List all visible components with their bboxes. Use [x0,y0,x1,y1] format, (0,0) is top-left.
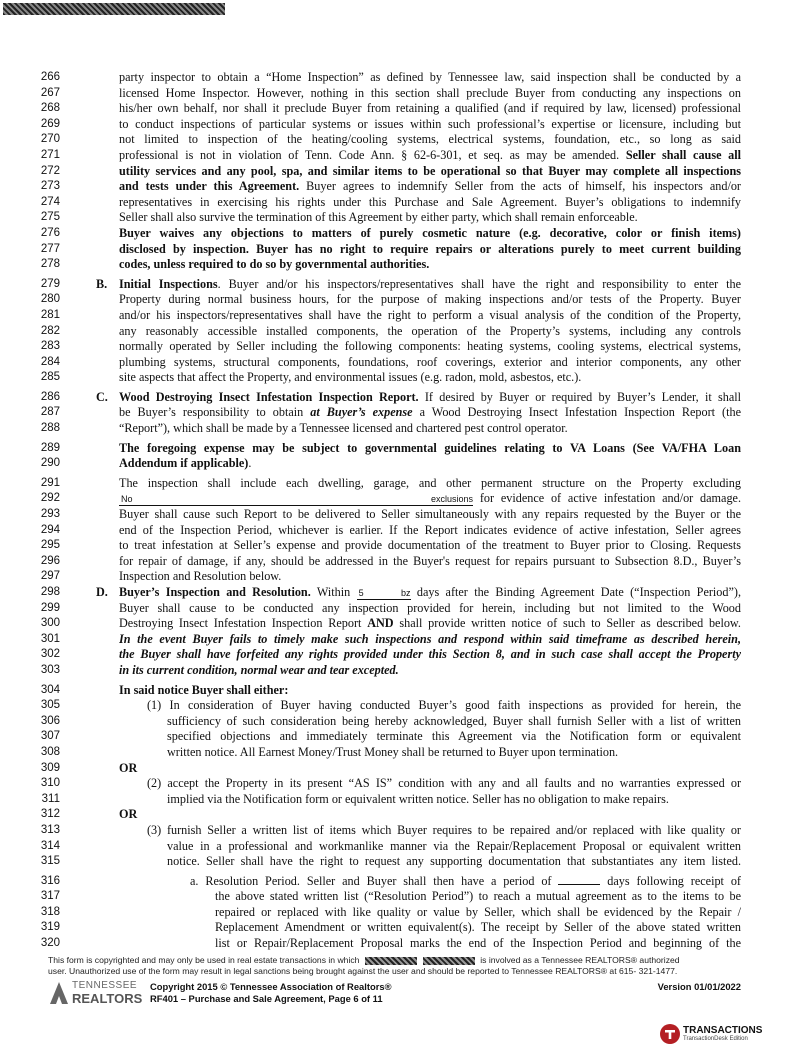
text-run: be Buyer’s responsibility to obtain [119,405,311,420]
line-number: 302 [40,648,60,661]
text-run: end of the Inspection Period, whichever is earlier. If the Report indicates evidence of active infestation, Seller agrees [119,522,741,537]
line-number: 279 [40,277,60,290]
line-number: 304 [40,683,60,696]
line-number: 280 [40,293,60,306]
document-line [0,441,811,457]
line-text [119,456,741,472]
line-text [119,117,741,133]
document-line [0,823,811,839]
line-number: 299 [40,601,60,614]
document-line [0,355,811,371]
document-line [0,683,811,699]
line-number: 293 [40,508,60,521]
text-run: written notice. All Earnest Money/Trust Money shall be returned to Buyer upon termination. [167,744,619,759]
document-line [0,210,811,226]
text-run: any reasonably accessible installed components, the operation of the Property’s systems, including any controls [119,323,741,338]
text-run: site aspects that affect the Property, and environmental issues (e.g. radon, mold, asbestos, etc.). [119,370,582,385]
line-number: 295 [40,539,60,552]
fill-in-blank: 5 bz [358,588,411,598]
line-number: 301 [40,632,60,645]
text-run: Within [310,585,357,599]
redaction-mark [423,957,475,965]
text-run: list or Repair/Replacement Proposal marks the end of the Inspection Period and beginning of the [215,936,741,951]
line-text [119,277,741,293]
text-run: shall provide written notice of such to Seller as described below. [393,616,741,631]
text-run: specified objections and immediately terminate this Agreement via the Notification form or equivalent [167,729,741,744]
line-number: 271 [40,148,60,161]
line-text [119,507,741,523]
line-text [119,339,741,355]
document-line [0,585,811,601]
text-run: OR [119,760,138,775]
line-text [119,761,741,777]
document-line [0,538,811,554]
document-line [0,476,811,492]
text-run: a. Resolution Period. Seller and Buyer shall then have a period of [190,873,559,888]
text-run: professional is not in violation of Tenn. Code Ann. § 62-6-301, et seq. as may be amended. [119,147,626,162]
line-number: 303 [40,663,60,676]
document-line [0,776,811,792]
line-text [119,538,741,554]
line-number: 287 [40,406,60,419]
document-line [0,308,811,324]
line-text [119,390,741,406]
line-text [119,242,741,258]
document-line [0,86,811,102]
document-line [0,117,811,133]
line-number: 277 [40,242,60,255]
line-text [119,491,741,507]
line-text [147,776,741,792]
text-run: (2) accept the Property in its present “AS IS” condition with any and all faults and no warranties expressed or [147,776,741,791]
line-number: 317 [40,890,60,903]
text-run: normally operated by Seller including the following components: heating systems, cooling systems, electrical systems, [119,339,741,354]
line-number: 297 [40,570,60,583]
line-text [119,807,741,823]
line-number: 298 [40,586,60,598]
document-line [0,554,811,570]
text-run: Seller shall also survive the termination of this Agreement by either party, which shall remain enforceable. [119,210,638,225]
copyright-notice [48,955,768,977]
document-line [0,745,811,761]
text-run: days following receipt of [600,873,741,888]
line-text [119,257,741,273]
line-text [119,132,741,148]
document-line [0,242,811,258]
text-run: and tests under this Agreement. [119,179,300,194]
text-run: for repair of damage, if any, should be addressed in the Buyer's request for repairs pursuant to Subsection 8.D., Buyer’s [119,553,741,568]
text-run: party inspector to obtain a “Home Inspection” as defined by Tennessee law, said inspection shall be conducted by a [119,70,741,84]
document-line [0,905,811,921]
line-number: 320 [40,937,60,950]
text-run: in its current condition, normal wear and tear excepted. [119,662,399,677]
line-text [119,405,741,421]
text-run: (3) furnish Seller a written list of items which Buyer requires to be repaired and/or replaced with like quality or [147,822,741,837]
transactions-title: TRANSACTIONS [683,1025,763,1036]
text-run: Buyer waives any objections to matters of purely cosmetic nature (e.g. decorative, color or finish items) [119,225,741,240]
document-line [0,792,811,808]
document-line [0,647,811,663]
text-run: Buyer shall cause such Report to be delivered to Seller simultaneously with any repairs requested by the Buyer or the [119,507,741,522]
document-line [0,370,811,386]
text-run: the above stated written list (“Resolution Period”) to reach a mutual agreement as to the items to be [215,889,741,904]
text-run: disclosed by inspection. Buyer has no right to require repairs or alterations purely to meet current building [119,241,741,256]
text-run: repaired or replaced with like quality or value by Seller, which shall be evidenced by the Repair / [215,904,741,919]
line-number: 307 [40,730,60,743]
text-run: The foregoing expense may be subject to governmental guidelines relating to VA Loans (See VA/FHA Loan [119,440,741,455]
text-run: implied via the Notification form or equivalent written notice. Seller has no obligation to make repairs. [167,791,669,806]
text-run: plumbing systems, structural components, foundations, roof coverings, exterior and interior components, any other [119,354,741,369]
document-line [0,839,811,855]
text-run: If desired by Buyer or required by Buyer’s Lender, it shall [418,389,741,404]
line-number: 278 [40,258,60,271]
line-number: 315 [40,855,60,868]
text-run: AND [367,616,394,631]
line-number: 274 [40,195,60,208]
document-line [0,132,811,148]
document-line [0,292,811,308]
line-number: 319 [40,921,60,934]
document-line [0,920,811,936]
text-run: utility services and any pool, spa, and similar items to be operational so that Buyer may complete all inspections [119,163,741,178]
document-line [0,257,811,273]
line-text [190,874,741,890]
line-text [147,823,741,839]
section-letter: C. [96,389,108,404]
line-text [167,792,741,808]
line-text [119,632,741,648]
transactions-icon [660,1024,680,1044]
document-line [0,70,811,86]
document-line [0,339,811,355]
line-number: 318 [40,905,60,918]
line-number: 290 [40,457,60,470]
line-number: 316 [40,874,60,887]
line-number: 313 [40,823,60,836]
document-line [0,507,811,523]
text-run: The inspection shall include each dwelling, garage, and other permanent structure on the Property excluding [119,475,741,490]
document-line [0,277,811,293]
line-number: 309 [40,761,60,774]
line-text [119,616,741,632]
document-line [0,936,811,952]
text-run: Addendum if applicable) [119,456,249,471]
document-line [0,714,811,730]
line-number: 284 [40,355,60,368]
brand-top: TENNESSEE [72,980,138,991]
line-text [147,698,741,714]
text-run: Seller shall cause all [625,147,741,162]
line-number: 308 [40,745,60,758]
text-run: Replacement Amendment or written equivalent(s). The receipt by Seller of the above stated written [215,920,741,935]
document-line [0,874,811,890]
line-number: 270 [40,133,60,146]
line-text [167,839,741,855]
text-run: . Buyer and/or his inspectors/representatives shall have the right and responsibility to enter the [217,276,741,291]
line-number: 310 [40,777,60,790]
line-text [167,854,741,870]
fill-in-blank [558,884,600,885]
document-line [0,491,811,507]
text-run: In the event Buyer fails to timely make such inspections and respond within said timeframe as described herein, [119,631,741,646]
text-run: and/or his inspectors/representatives shall have the right to perform a visual analysis of the condition of the Property, [119,307,741,322]
line-number: 282 [40,324,60,337]
notice-text-b: is involved as a Tennessee REALTORS® authorized [480,955,680,965]
line-number: 296 [40,554,60,567]
redaction-bar [3,3,225,15]
line-number: 275 [40,211,60,224]
line-number: 288 [40,422,60,435]
line-text [119,148,741,164]
document-line [0,663,811,679]
transactions-logo [660,1024,770,1046]
tennessee-realtors-logo [48,980,143,1010]
line-number: 266 [40,71,60,83]
document-line [0,195,811,211]
notice-text-a: This form is copyrighted and may only be used in real estate transactions in which [48,955,360,965]
document-line [0,148,811,164]
transactions-subtitle: TransactionDesk Edition [683,1036,748,1042]
line-number: 286 [40,390,60,403]
document-line [0,405,811,421]
line-text [119,355,741,371]
line-number: 276 [40,226,60,239]
copyright-block [150,981,391,1005]
document-line [0,854,811,870]
line-number: 294 [40,523,60,536]
text-run: In said notice Buyer shall either: [119,682,289,697]
document-line [0,569,811,585]
line-text [119,683,741,699]
text-run: the Buyer shall have forfeited any rights provided under this Section 8, and in such case shall accept the Property [119,647,741,662]
document-line [0,164,811,180]
line-text [119,370,741,386]
line-text [119,226,741,242]
document-line [0,632,811,648]
brand-bottom: REALTORS [72,991,143,1006]
document-line [0,601,811,617]
text-run: licensed Home Inspector. However, nothing in this section shall preclude Buyer from conducting any inspections on [119,85,741,100]
text-run: Buyer agrees to indemnify Seller from the acts of himself, his inspectors and/or [299,179,741,194]
line-number: 314 [40,839,60,852]
line-text [119,292,741,308]
text-run: Property during normal business hours, for the purpose of making inspections and/or tests of the Property. Buyer [119,292,741,307]
line-text [119,523,741,539]
text-run: . [248,456,252,471]
line-text [215,936,741,952]
document-line [0,889,811,905]
line-text [119,101,741,117]
text-run: OR [119,807,138,822]
text-run: Initial Inspections [119,276,218,291]
text-run: sufficiency of such consideration being hereby acknowledged, Buyer shall furnish Seller with a list of written [167,713,741,728]
line-text [119,179,741,195]
line-number: 292 [40,492,60,505]
line-number: 311 [41,792,60,805]
document-line [0,421,811,437]
text-run: for evidence of active infestation and/or damage. [473,491,741,506]
line-number: 291 [40,476,60,489]
version-label: Version 01/01/2022 [657,981,741,992]
line-number: 272 [40,164,60,177]
section-letter: B. [96,276,108,291]
line-text [119,554,741,570]
line-text [119,663,741,679]
line-text [119,308,741,324]
document-line [0,179,811,195]
copyright-line: Copyright 2015 © Tennessee Association of Realtors® [150,981,392,992]
line-text [119,441,741,457]
line-number: 281 [40,308,60,321]
text-run: Buyer shall cause to be conducted any inspection provided for herein, including but not limited to the Wood [119,600,741,615]
line-text [119,421,741,437]
line-text [119,585,741,601]
line-text [167,729,741,745]
line-text [119,70,741,86]
line-text [119,601,741,617]
line-number: 269 [40,117,60,130]
fill-in-blank: No exclusions [121,494,473,505]
text-run: at Buyer’s expense [310,405,413,420]
document-line [0,729,811,745]
text-run: days after the Binding Agreement Date (“Inspection Period”), [410,585,741,599]
line-text [215,920,741,936]
line-number: 268 [40,102,60,115]
text-run: codes, unless required to do so by governmental authorities. [119,257,430,272]
line-text [119,476,741,492]
text-run: to treat infestation at Seller’s expense and provide documentation of the treatment to Buyer prior to Closing. Requests [119,538,741,553]
document-line [0,761,811,777]
line-number: 305 [40,699,60,712]
realtors-r-icon [48,980,70,1006]
line-text [119,324,741,340]
document-line [0,390,811,406]
section-letter: D. [96,585,108,599]
text-run: Buyer’s Inspection and Resolution. [119,585,311,599]
line-text [119,210,741,226]
text-run: representatives in exercising his rights under this Purchase and Sale Agreement. Buyer’s obligations to indemnify [119,194,741,209]
text-run: value in a professional and workmanlike manner via the Repair/Replacement Proposal or equivalent written [167,838,741,853]
text-run: Inspection and Resolution below. [119,569,282,584]
text-run: to conduct inspections of particular systems or issues within such professional’s expertise or licensure, including but [119,116,741,131]
document-line [0,456,811,472]
document-line [0,226,811,242]
line-text [119,195,741,211]
document-line [0,101,811,117]
text-run: Wood Destroying Insect Infestation Inspection Report. [119,389,419,404]
line-text [215,889,741,905]
line-text [119,164,741,180]
text-run: his/her own behalf, nor shall it preclude Buyer from retaining a qualified (and if required by law, licensed) professional [119,101,741,116]
line-number: 267 [40,86,60,99]
document-line [0,616,811,632]
text-run: notice. Seller shall have the right to request any supporting documentation that substantiates any item listed. [167,854,741,869]
document-line [0,324,811,340]
document-line [0,523,811,539]
line-number: 306 [40,714,60,727]
line-text [119,86,741,102]
text-run: “Report”), which shall be made by a Tennessee licensed and chartered pest control operator. [119,421,568,436]
document-line [0,807,811,823]
line-text [119,647,741,663]
document-body [0,70,811,952]
text-run: not limited to inspection of the heating/cooling systems, electrical systems, foundation, etc., so long as said [119,132,741,147]
line-number: 300 [40,617,60,630]
line-number: 285 [40,371,60,384]
document-line [0,698,811,714]
text-run: Destroying Insect Infestation Inspection Report [119,616,368,631]
line-number: 312 [40,808,60,821]
line-text [167,745,741,761]
line-number: 273 [40,180,60,193]
line-text [215,905,741,921]
line-number: 289 [40,441,60,454]
line-text [167,714,741,730]
line-number: 283 [40,340,60,353]
text-run: a Wood Destroying Insect Infestation Inspection Report (the [412,405,741,420]
line-text [119,569,741,585]
redaction-mark [365,957,417,965]
notice-text-c: user. Unauthorized use of the form may result in legal sanctions being brought against the user and should be reported to Tennessee REALTORS® at 615- 321-1477. [48,966,678,976]
form-id-line: RF401 – Purchase and Sale Agreement, Page 6 of 11 [150,993,383,1004]
text-run: (1) In consideration of Buyer having conducted Buyer’s good faith inspections as provided for herein, the [147,698,741,713]
